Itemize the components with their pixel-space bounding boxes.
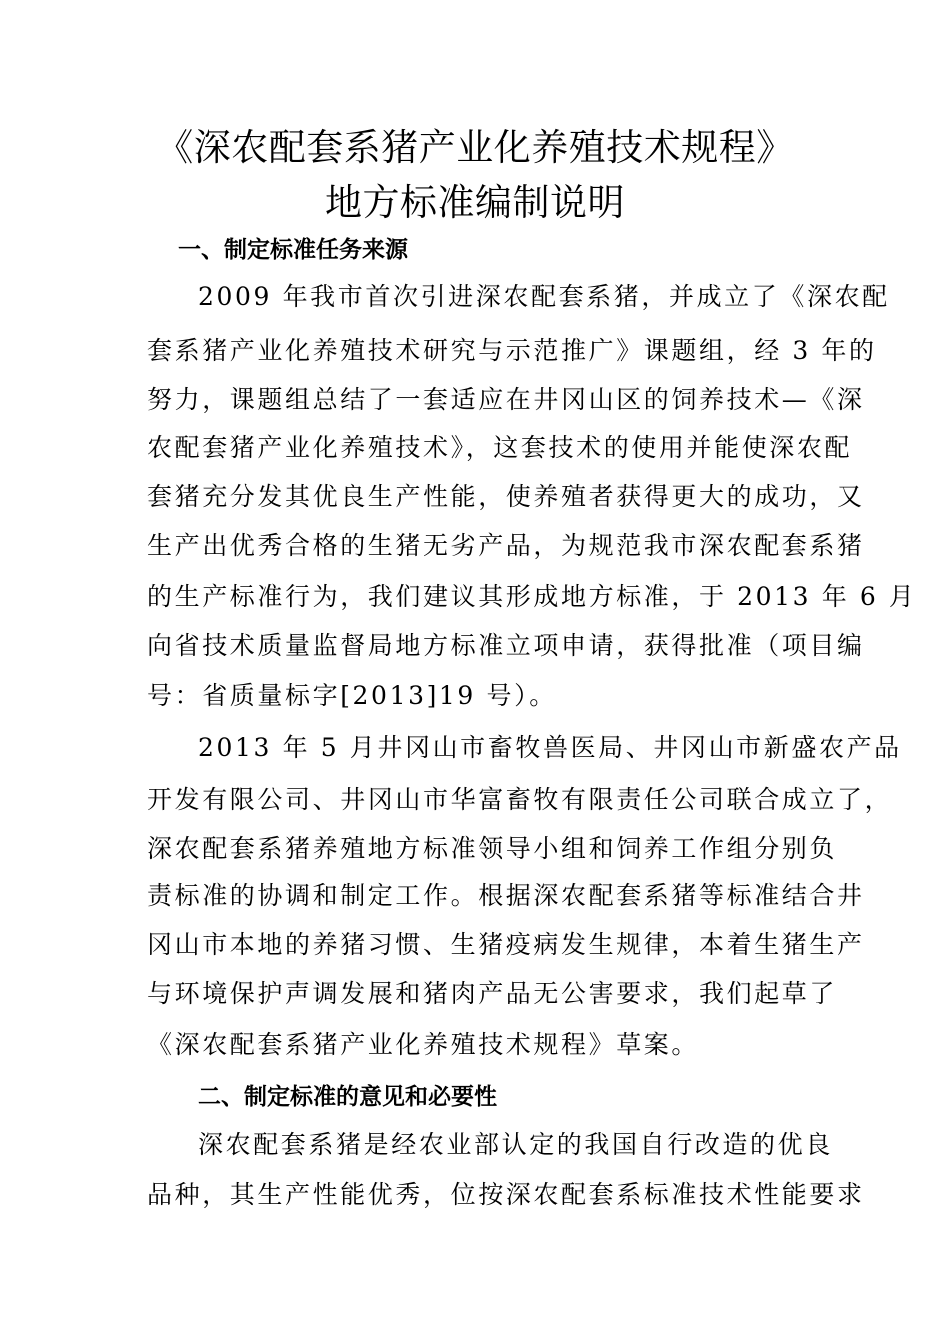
document-page: 《深农配套系猪产业化养殖技术规程》 地方标准编制说明 一、制定标准任务来源 2009 年我市首次引进深农配套系猪，并成立了《深农配 套系猪产业化养殖技术研究与示范推广》课题组，经 3 年的 努力，课题组总结了一套适应在井冈山区的饲养技术—《深 农配套猪产业化养殖技术》，这套技术的使用并能使深农配 套猪充分发其优良生产性能，使养殖者获得更大的成功，又 生产出优秀合格的生猪无劣产品，为规范我市深农配套系猪 的生产标准行为，我们建议其形成地方标准，于 2013 年 6 月 向省技术质量监督局地方标准立项申请，获得批准（项目编 号：省质量标字[2013]19 号）。 2013 年 5 月井冈山市畜牧兽医局、井冈山市新盛农产品 开发有限公司、井冈山市华富畜牧有限责任公司联合成立了， 深农配套系猪养殖地方标准领导小组和饲养工作组分别负 责标准的协调和制定工作。根据深农配套系猪等标准结合井 冈山市本地的养猪习惯、生猪疫病发生规律，本着生猪生产 与环境保护声调发展和猪肉产品无公害要求，我们起草了 《深农配套系猪产业化养殖技术规程》草案。 二、制定标准的意见和必要性 深农配套系猪是经农业部认定的我国自行改造的优良 品种，其生产性能优秀，位按深农配套系标准技术性能要求	[0, 0, 950, 1344]
section-2-heading: 二、制定标准的意见和必要性	[198, 1084, 497, 1110]
document-title-line-2: 地方标准编制说明	[325, 181, 625, 224]
section-1-heading: 一、制定标准任务来源	[178, 237, 408, 263]
document-title-line-1: 《深农配套系猪产业化养殖技术规程》	[156, 126, 794, 169]
